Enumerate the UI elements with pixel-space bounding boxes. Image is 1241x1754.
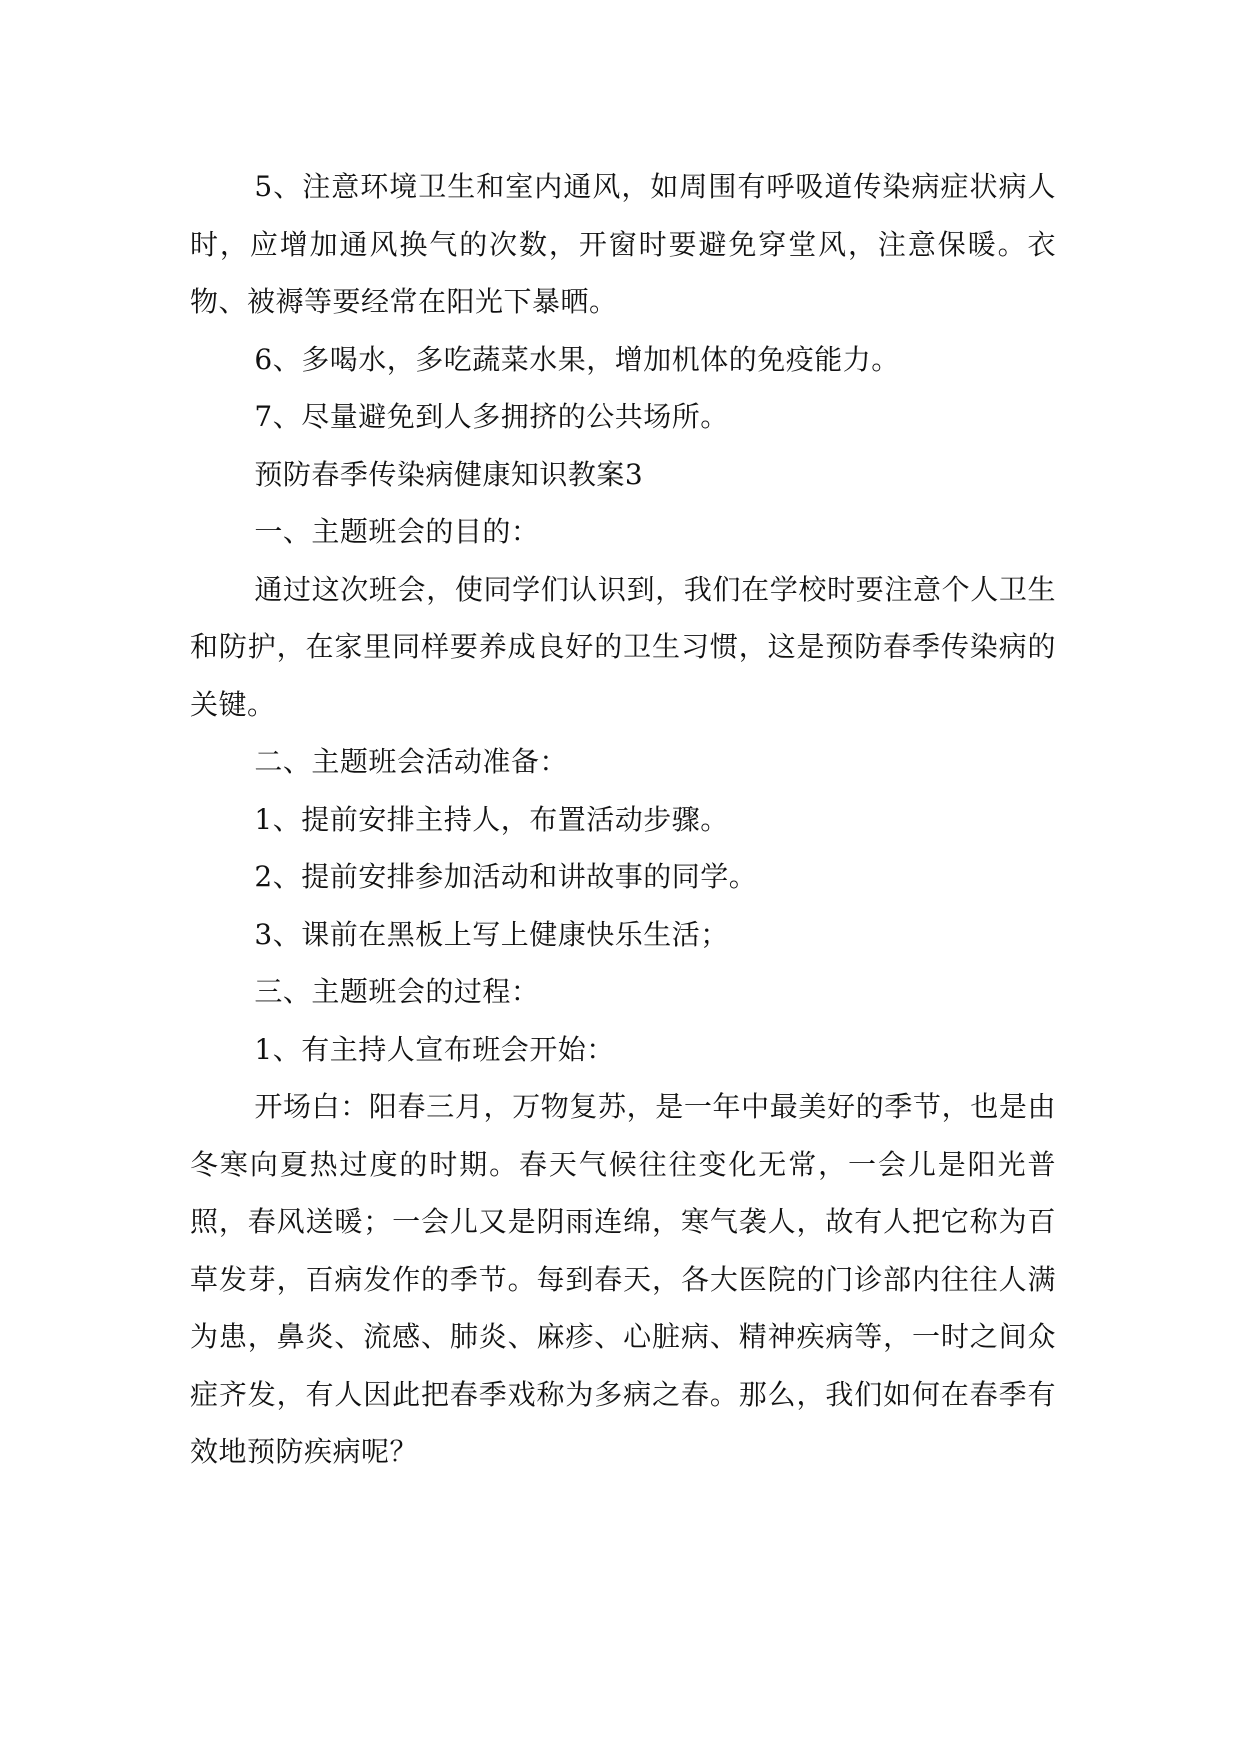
paragraph-item-5: 5、注意环境卫生和室内通风，如周围有呼吸道传染病症状病人时，应增加通风换气的次数，开窗时要避免穿堂风，注意保暖。衣物、被褥等要经常在阳光下暴晒。 [190, 170, 1056, 318]
paragraph-prep-3: 3、课前在黑板上写上健康快乐生活； [254, 917, 729, 951]
paragraph-prep-1: 1、提前安排主持人，布置活动步骤。 [254, 802, 729, 836]
paragraph-item-6: 6、多喝水，多吃蔬菜水果，增加机体的免疫能力。 [254, 342, 900, 376]
section-heading: 预防春季传染病健康知识教案3 [254, 457, 644, 491]
subheading-purpose: 一、主题班会的目的： [254, 515, 540, 548]
subheading-preparation: 二、主题班会活动准备： [254, 745, 568, 778]
paragraph-prep-2: 2、提前安排参加活动和讲故事的同学。 [254, 860, 758, 893]
paragraph-item-7: 7、尽量避免到人多拥挤的公共场所。 [254, 400, 729, 433]
subheading-process: 三、主题班会的过程： [254, 975, 540, 1008]
paragraph-opening: 开场白：阳春三月，万物复苏，是一年中最美好的季节，也是由冬寒向夏热过度的时期。春天气候往往变化无常，一会儿是阳光普照，春风送暖；一会儿又是阴雨连绵，寒气袭人，故有人把它称为百草发芽，百病发作的季节。每到春天，各大医院的门诊部内往往人满为患，鼻炎、流感、肺炎、麻疹、心脏病、精神疾病等，一时之间众症齐发，有人因此把春季戏称为多病之春。那么，我们如何在春季有效地预防疾病呢？ [190, 1090, 1056, 1468]
document-page [190, 158, 1056, 1481]
paragraph-purpose: 通过这次班会，使同学们认识到，我们在学校时要注意个人卫生和防护，在家里同样要养成良好的卫生习惯，这是预防春季传染病的关键。 [190, 572, 1056, 721]
paragraph-process-1: 1、有主持人宣布班会开始： [254, 1032, 615, 1066]
